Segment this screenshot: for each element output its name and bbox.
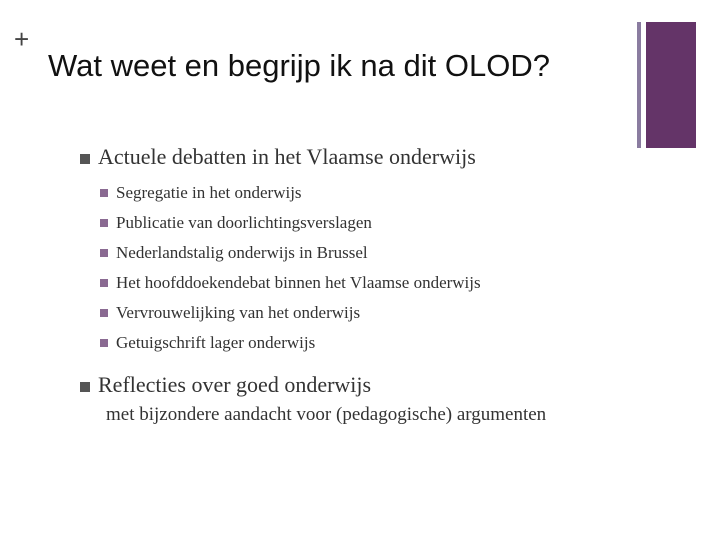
sub-bullet-item [100, 238, 680, 268]
sub-bullet-text: Segregatie in het onderwijs [116, 183, 302, 202]
sub-bullet-item [100, 268, 680, 298]
bullet-marker-icon [80, 154, 90, 164]
sub-bullet-text: Publicatie van doorlichtingsverslagen [116, 213, 372, 232]
sub-bullet-item [100, 208, 680, 238]
bullet-text: Actuele debatten in het Vlaamse onderwijs [98, 144, 476, 169]
sub-bullet-marker-icon [100, 309, 108, 317]
sub-bullet-item [100, 328, 680, 358]
bullet-marker-icon [80, 382, 90, 392]
bullet-list [80, 142, 680, 428]
sub-bullet-text: Nederlandstalig onderwijs in Brussel [116, 243, 368, 262]
accent-thin-bar [637, 22, 641, 148]
sub-bullet-marker-icon [100, 249, 108, 257]
bullet-item [80, 142, 680, 172]
bullet-item [80, 370, 680, 400]
sub-bullet-list [100, 178, 680, 358]
sub-bullet-text: Vervrouwelijking van het onderwijs [116, 303, 361, 322]
bullet-text: Reflecties over goed onderwijs [98, 372, 372, 397]
sub-bullet-marker-icon [100, 279, 108, 287]
plus-icon: + [14, 24, 30, 54]
accent-block [646, 22, 696, 148]
slide-title: Wat weet en begrijp ik na dit OLOD? [48, 48, 550, 83]
sub-bullet-item [100, 178, 680, 208]
sub-bullet-marker-icon [100, 339, 108, 347]
bullet-note: met bijzondere aandacht voor (pedagogische) argumenten [106, 404, 547, 425]
sub-bullet-marker-icon [100, 189, 108, 197]
sub-bullet-item [100, 298, 680, 328]
spacer [80, 358, 680, 370]
sub-bullet-marker-icon [100, 219, 108, 227]
sub-bullet-text: Het hoofddoekendebat binnen het Vlaamse onderwijs [116, 273, 481, 292]
sub-bullet-text: Getuigschrift lager onderwijs [116, 333, 316, 352]
